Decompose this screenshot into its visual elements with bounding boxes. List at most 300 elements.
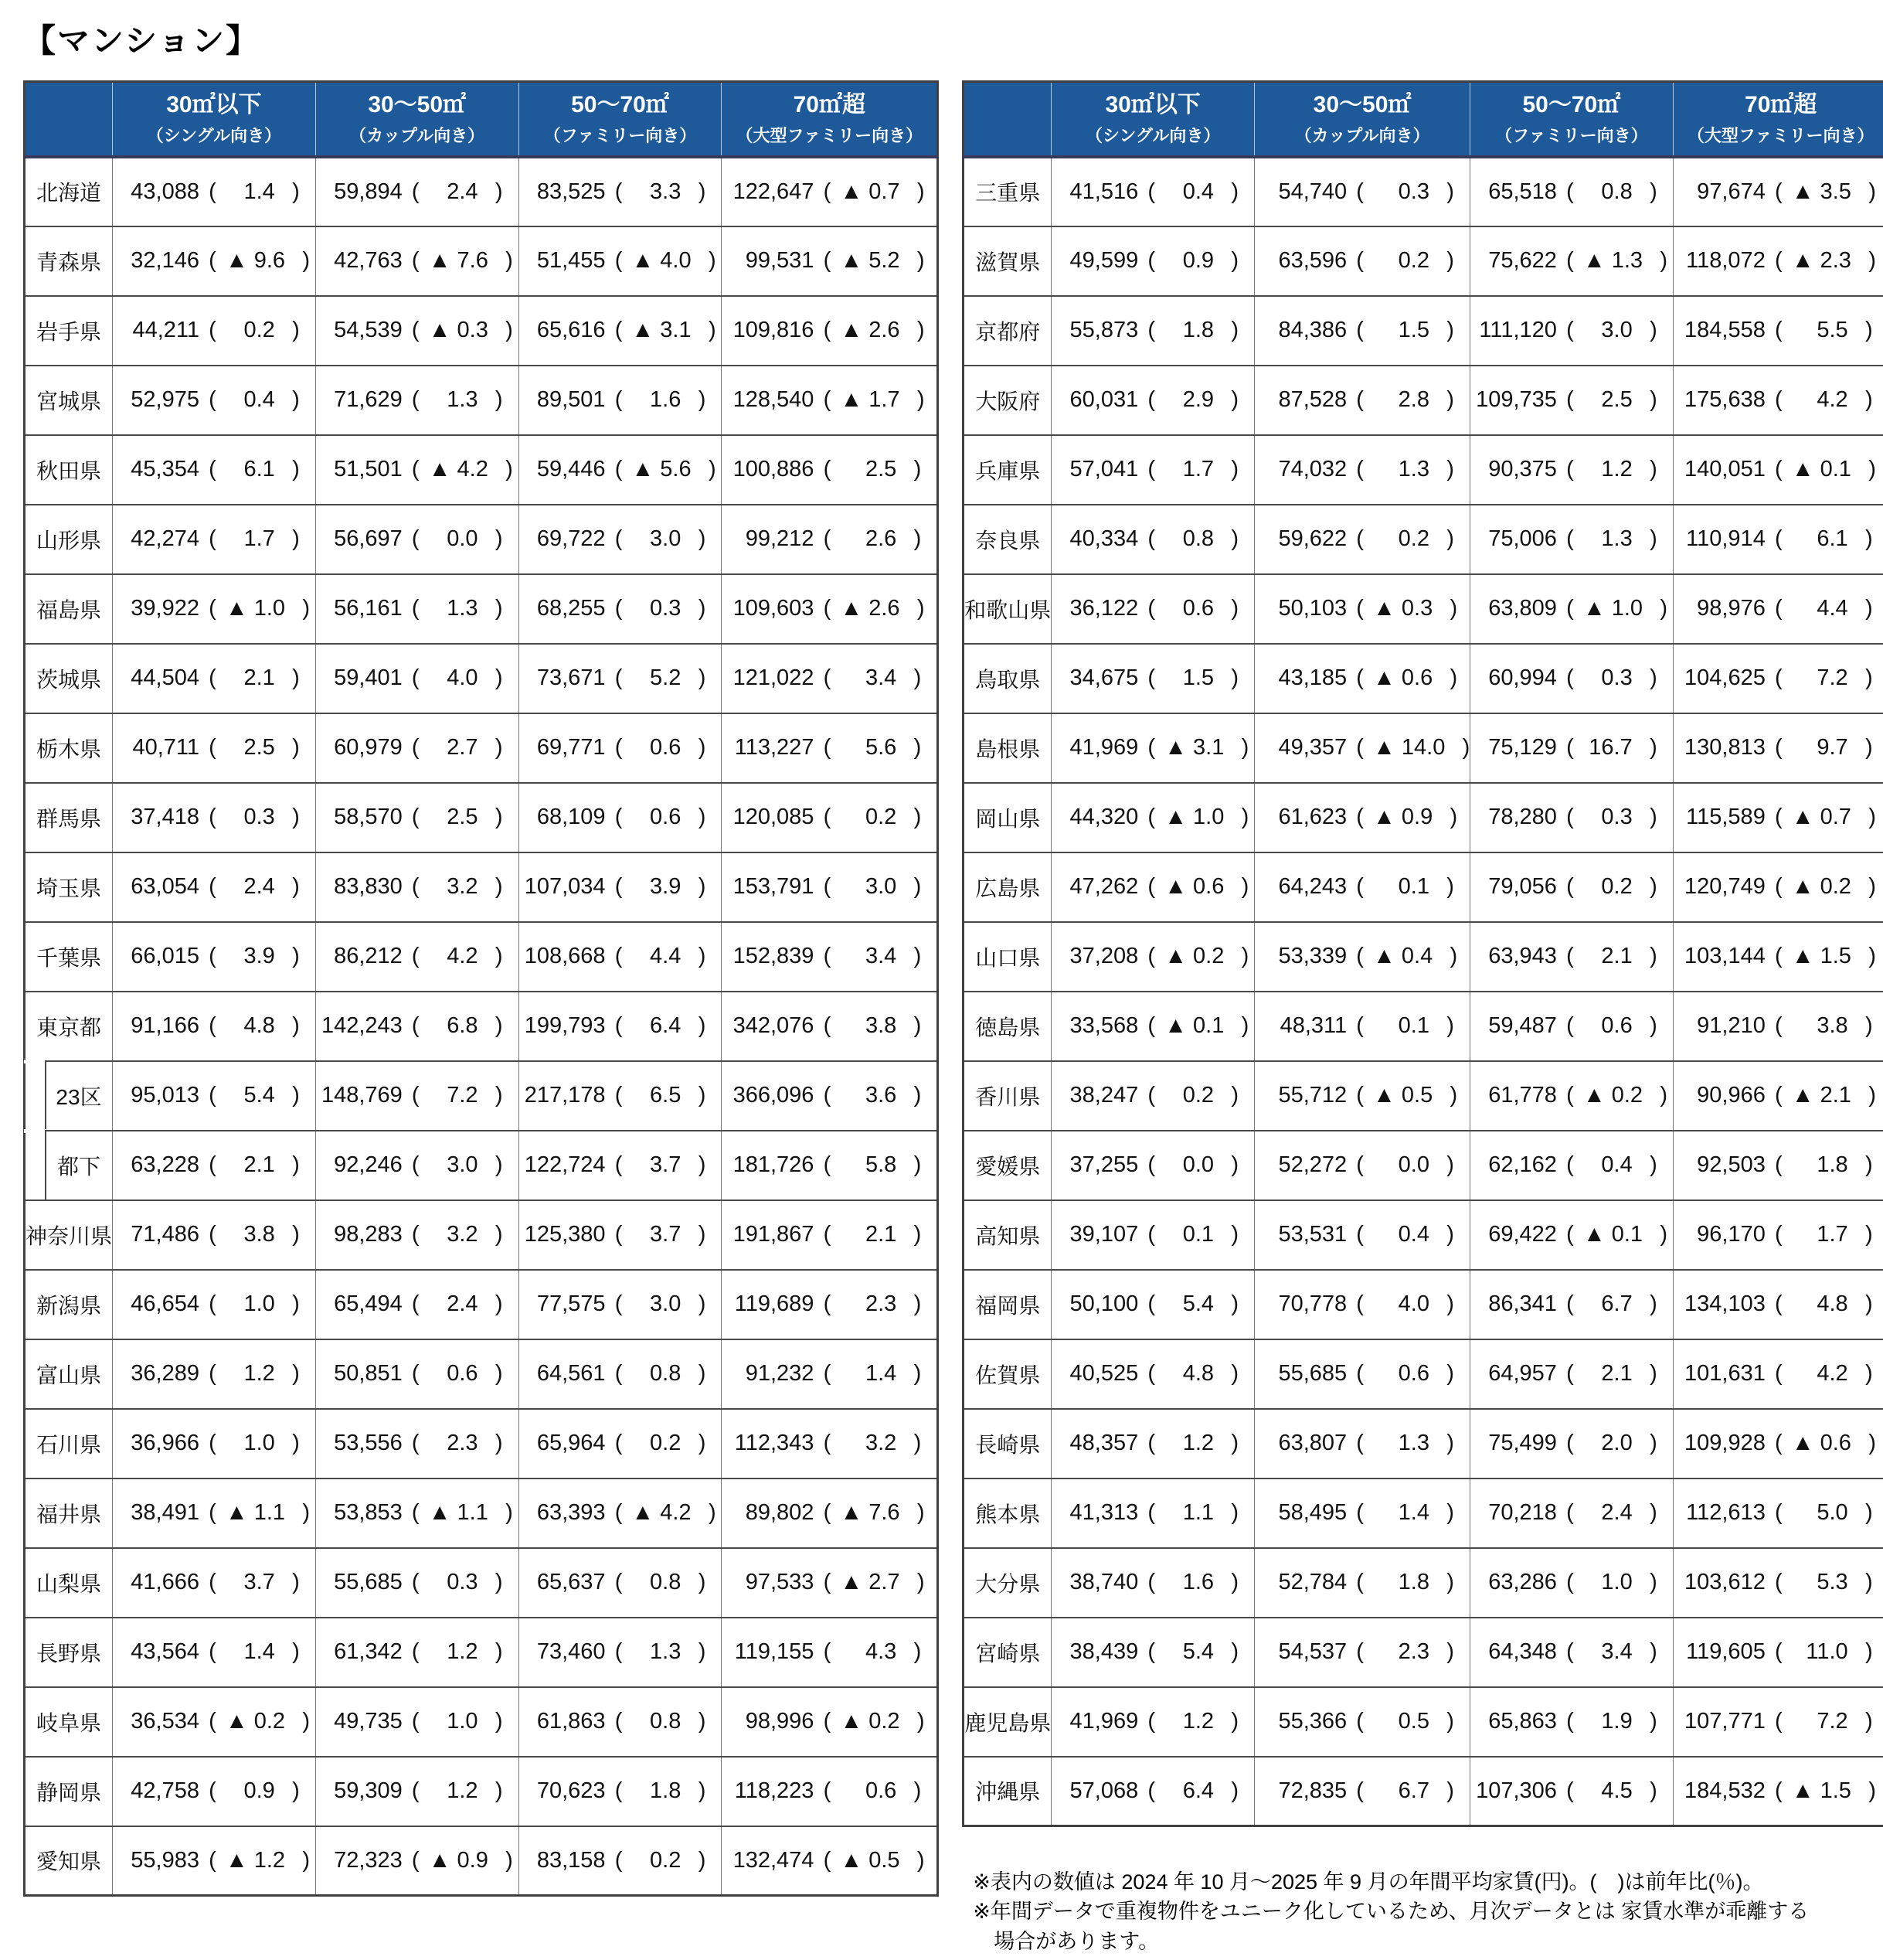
- close-paren: ): [1864, 1709, 1873, 1734]
- yoy-change: 5.2: [650, 665, 681, 690]
- rent-cell: [722, 1270, 938, 1339]
- close-paren: ): [292, 179, 300, 204]
- rent-value: 59,446: [536, 457, 606, 481]
- rent-cell: [722, 574, 938, 644]
- rent-cell-content: [519, 1222, 722, 1247]
- rent-value: 72,323: [334, 1847, 403, 1873]
- rent-value: 74,032: [1278, 457, 1348, 481]
- close-paren: ): [698, 735, 706, 760]
- close-paren: ): [1868, 944, 1876, 968]
- rent-value: 63,286: [1488, 1570, 1557, 1594]
- size-column-header: [722, 82, 938, 157]
- rent-value: 108,668: [524, 944, 606, 968]
- prefecture-label: 石川県: [36, 1432, 102, 1457]
- yoy-change: 0.3: [650, 596, 681, 621]
- open-paren: (: [823, 526, 831, 551]
- yoy-change: 0.4: [1182, 179, 1215, 204]
- open-paren: (: [1147, 596, 1156, 621]
- rent-value: 38,740: [1069, 1570, 1139, 1594]
- yoy-change: 3.7: [243, 1570, 275, 1594]
- rent-cell: [315, 574, 518, 644]
- rent-cell: [113, 366, 316, 435]
- open-paren: (: [614, 735, 623, 760]
- yoy-change: ▲ 0.4: [1373, 944, 1433, 968]
- rent-cell-content: [113, 735, 315, 761]
- close-paren: ): [1868, 1431, 1876, 1455]
- open-paren: (: [1356, 805, 1364, 829]
- rent-value: 43,088: [131, 179, 199, 204]
- rent-cell-content: [519, 1083, 722, 1108]
- rent-cell: [1470, 505, 1673, 574]
- rent-value: 48,311: [1280, 1013, 1348, 1038]
- rent-cell-content: [519, 179, 722, 205]
- table-row: [964, 783, 1883, 852]
- yoy-change: ▲ 0.3: [1373, 596, 1433, 621]
- rent-cell: [722, 644, 938, 713]
- rent-value: 55,873: [1069, 318, 1139, 342]
- rent-cell-content: [722, 1083, 936, 1108]
- open-paren: (: [411, 1291, 420, 1316]
- rent-value: 110,914: [1686, 526, 1766, 551]
- open-paren: (: [614, 1361, 623, 1386]
- rent-cell: [113, 1479, 316, 1548]
- rent-cell-content: [1052, 1222, 1254, 1247]
- close-paren: ): [495, 1361, 503, 1386]
- open-paren: (: [411, 526, 420, 551]
- rent-cell: [113, 1270, 316, 1339]
- rent-value: 63,807: [1278, 1431, 1348, 1455]
- prefecture-label: 秋田県: [36, 458, 102, 483]
- rent-value: 34,675: [1069, 665, 1139, 690]
- close-paren: ): [1450, 596, 1458, 621]
- open-paren: (: [1356, 1152, 1364, 1177]
- rent-cell-content: [1255, 1709, 1470, 1734]
- audience-label: （大型ファミリー向き）: [1687, 125, 1875, 145]
- prefecture-name: [964, 1339, 1052, 1409]
- close-paren: ): [913, 1222, 922, 1247]
- open-paren: (: [1356, 1709, 1364, 1734]
- rent-value: 91,232: [745, 1361, 814, 1386]
- rent-cell-content: [1255, 735, 1470, 761]
- open-paren: (: [209, 1639, 216, 1664]
- close-paren: ): [1231, 1361, 1239, 1386]
- rent-cell-content: [1674, 735, 1883, 761]
- open-paren: (: [1566, 805, 1574, 829]
- close-paren: ): [1231, 1291, 1239, 1316]
- open-paren: (: [1566, 1500, 1574, 1525]
- rent-cell-content: [113, 526, 315, 552]
- rent-value: 55,983: [131, 1847, 199, 1873]
- open-paren: (: [823, 1013, 831, 1038]
- yoy-change: ▲ 0.7: [840, 179, 900, 204]
- rent-cell-content: [316, 387, 518, 413]
- open-paren: (: [1774, 1291, 1783, 1316]
- close-paren: ): [916, 596, 925, 621]
- rent-cell: [722, 1687, 938, 1757]
- table-row: [25, 1618, 938, 1687]
- open-paren: (: [209, 318, 216, 342]
- yoy-change: 0.3: [1601, 805, 1633, 829]
- rent-cell: [1673, 226, 1883, 296]
- open-paren: (: [1356, 457, 1364, 481]
- yoy-change: ▲ 2.3: [1791, 248, 1851, 273]
- rent-cell: [113, 852, 316, 922]
- rent-value: 52,272: [1278, 1152, 1348, 1177]
- close-paren: ): [1864, 1291, 1873, 1316]
- close-paren: ): [698, 1222, 706, 1247]
- table-row: [25, 435, 938, 505]
- yoy-change: ▲ 3.1: [1164, 735, 1225, 760]
- rent-cell-content: [1255, 526, 1470, 552]
- open-paren: (: [209, 1778, 216, 1803]
- yoy-change: ▲ 0.1: [1164, 1013, 1225, 1038]
- yoy-change: 1.4: [243, 179, 275, 204]
- rent-cell-content: [519, 944, 722, 969]
- rent-cell: [1255, 713, 1470, 783]
- close-paren: ): [1241, 805, 1249, 829]
- prefecture-name: [964, 1409, 1052, 1479]
- open-paren: (: [1774, 1222, 1783, 1247]
- open-paren: (: [1774, 387, 1783, 412]
- prefecture-label: 岩手県: [36, 319, 102, 344]
- rent-cell: [1255, 157, 1470, 226]
- rent-cell: [113, 505, 316, 574]
- rent-cell: [518, 1479, 722, 1548]
- rent-value: 122,647: [732, 179, 814, 204]
- open-paren: (: [1356, 179, 1364, 204]
- rent-cell-content: [1052, 179, 1254, 205]
- rent-cell: [518, 157, 722, 226]
- open-paren: (: [1774, 596, 1783, 621]
- open-paren: (: [1566, 944, 1574, 968]
- close-paren: ): [1231, 179, 1239, 204]
- rent-cell-content: [1674, 1361, 1883, 1387]
- rent-value: 43,185: [1278, 665, 1348, 690]
- rent-value: 118,072: [1686, 248, 1766, 273]
- rent-cell-content: [1470, 1778, 1673, 1804]
- prefecture-name: [964, 505, 1052, 574]
- open-paren: (: [1147, 1639, 1156, 1664]
- audience-label: （大型ファミリー向き）: [736, 125, 923, 145]
- close-paren: ): [505, 1847, 513, 1873]
- close-paren: ): [292, 1570, 300, 1594]
- rent-cell-content: [519, 596, 722, 621]
- yoy-change: 1.8: [1817, 1152, 1848, 1177]
- rent-cell: [1673, 1339, 1883, 1409]
- close-paren: ): [1864, 1152, 1873, 1177]
- rent-cell: [722, 1479, 938, 1548]
- rent-value: 72,835: [1278, 1778, 1348, 1803]
- close-paren: ): [913, 1639, 922, 1664]
- rent-value: 119,155: [734, 1639, 814, 1664]
- rent-cell-content: [1052, 248, 1254, 274]
- rent-cell: [1673, 1757, 1883, 1826]
- rent-cell: [722, 852, 938, 922]
- corner-cell: [25, 82, 113, 157]
- rent-cell-content: [1470, 596, 1673, 621]
- rent-value: 83,158: [536, 1847, 606, 1873]
- rent-value: 113,227: [734, 735, 814, 760]
- yoy-change: 3.8: [865, 1013, 897, 1038]
- rent-value: 63,393: [536, 1500, 606, 1525]
- open-paren: (: [1774, 1013, 1783, 1038]
- rent-cell: [1052, 1757, 1255, 1826]
- open-paren: (: [1356, 1083, 1364, 1108]
- yoy-change: ▲ 4.2: [428, 457, 488, 481]
- rent-cell-content: [316, 665, 518, 691]
- rent-cell: [1052, 1061, 1255, 1131]
- yoy-change: 5.4: [1182, 1291, 1215, 1316]
- close-paren: ): [1864, 1013, 1873, 1038]
- open-paren: (: [209, 665, 216, 690]
- yoy-change: 1.0: [447, 1709, 478, 1734]
- close-paren: ): [916, 248, 925, 273]
- rent-cell-content: [316, 1083, 518, 1108]
- yoy-change: ▲ 14.0: [1373, 735, 1446, 760]
- close-paren: ): [916, 1570, 925, 1594]
- rent-value: 54,539: [334, 318, 403, 342]
- open-paren: (: [411, 1847, 420, 1873]
- rent-cell-content: [519, 1013, 722, 1039]
- rent-cell-content: [113, 596, 315, 621]
- prefecture-name: [964, 783, 1052, 852]
- rent-cell-content: [519, 874, 722, 900]
- rent-cell: [1673, 1618, 1883, 1687]
- rent-cell-content: [113, 1291, 315, 1317]
- yoy-change: 0.2: [1398, 248, 1429, 273]
- rent-value: 98,996: [745, 1709, 814, 1734]
- rent-cell: [1470, 1409, 1673, 1479]
- open-paren: (: [1774, 735, 1783, 760]
- rent-value: 90,375: [1488, 457, 1557, 481]
- table-row: [964, 1687, 1883, 1757]
- open-paren: (: [1566, 1361, 1574, 1386]
- rent-cell: [722, 783, 938, 852]
- close-paren: ): [1864, 1222, 1873, 1247]
- close-paren: ): [1650, 665, 1657, 690]
- rent-cell-content: [722, 318, 936, 343]
- yoy-change: 0.6: [650, 805, 681, 829]
- open-paren: (: [1566, 1222, 1574, 1247]
- open-paren: (: [1566, 318, 1574, 342]
- yoy-change: ▲ 2.6: [840, 318, 900, 342]
- close-paren: ): [1650, 1013, 1657, 1038]
- rent-cell: [113, 1061, 316, 1131]
- rent-cell-content: [316, 1013, 518, 1039]
- prefecture-name: [964, 1479, 1052, 1548]
- rent-value: 44,320: [1069, 805, 1139, 829]
- rent-table-west-japan: [962, 80, 1883, 1827]
- yoy-change: 1.7: [243, 526, 275, 551]
- rent-cell-content: [113, 1778, 315, 1804]
- close-paren: ): [1446, 179, 1454, 204]
- prefecture-label: 福島県: [36, 597, 102, 622]
- rent-cell-content: [722, 1848, 936, 1873]
- open-paren: (: [614, 457, 623, 481]
- rent-value: 118,223: [734, 1778, 814, 1803]
- prefecture-label: 岡山県: [975, 806, 1041, 831]
- yoy-change: 3.9: [650, 874, 681, 899]
- prefecture-name: [964, 435, 1052, 505]
- open-paren: (: [1774, 318, 1783, 342]
- rent-cell: [1470, 296, 1673, 366]
- rent-value: 39,922: [131, 596, 199, 621]
- table-row: [25, 1061, 938, 1131]
- rent-value: 71,629: [334, 387, 403, 412]
- rent-cell: [315, 1200, 518, 1270]
- close-paren: ): [698, 387, 706, 412]
- yoy-change: 0.3: [1398, 179, 1429, 204]
- close-paren: ): [495, 1570, 503, 1594]
- close-paren: ): [1650, 1291, 1657, 1316]
- rent-value: 75,622: [1488, 248, 1557, 273]
- open-paren: (: [823, 1222, 831, 1247]
- size-label: 50～70㎡: [571, 91, 669, 117]
- prefecture-label: 兵庫県: [975, 458, 1041, 483]
- close-paren: ): [1446, 248, 1454, 273]
- close-paren: ): [292, 457, 300, 481]
- yoy-change: 2.1: [1601, 1361, 1633, 1386]
- close-paren: ): [505, 318, 513, 342]
- open-paren: (: [1774, 1083, 1783, 1108]
- yoy-change: 4.4: [650, 944, 681, 968]
- yoy-change: 0.4: [1398, 1222, 1429, 1247]
- rent-cell-content: [519, 318, 722, 343]
- yoy-change: 1.4: [1398, 1500, 1429, 1525]
- rent-cell: [1255, 1618, 1470, 1687]
- rent-cell-content: [519, 665, 722, 691]
- rent-cell-content: [722, 1778, 936, 1804]
- close-paren: ): [698, 805, 706, 829]
- rent-cell: [113, 296, 316, 366]
- rent-cell: [1673, 1548, 1883, 1618]
- header-row: [25, 82, 938, 157]
- rent-cell: [1470, 1548, 1673, 1618]
- rent-cell-content: [316, 735, 518, 761]
- close-paren: ): [1446, 1361, 1454, 1386]
- rent-value: 53,339: [1278, 944, 1348, 968]
- indent-border: [45, 1130, 46, 1201]
- rent-value: 52,975: [131, 387, 199, 412]
- rent-cell-content: [1470, 1709, 1673, 1734]
- rent-cell-content: [316, 1291, 518, 1317]
- rent-value: 92,503: [1697, 1152, 1766, 1177]
- open-paren: (: [1147, 318, 1156, 342]
- rent-cell: [722, 1757, 938, 1826]
- rent-cell-content: [1255, 248, 1470, 274]
- rent-cell-content: [519, 1152, 722, 1178]
- rent-cell: [1470, 157, 1673, 226]
- table-row: [25, 783, 938, 852]
- rent-cell: [1052, 366, 1255, 435]
- rent-cell-content: [1674, 1570, 1883, 1595]
- yoy-change: 3.8: [1817, 1013, 1848, 1038]
- rent-cell-content: [113, 665, 315, 691]
- rent-value: 83,830: [334, 874, 403, 899]
- open-paren: (: [209, 1083, 216, 1108]
- close-paren: ): [1231, 1639, 1239, 1664]
- table-row: [25, 505, 938, 574]
- prefecture-label: 群馬県: [36, 806, 102, 831]
- page-title: 【マンション】: [23, 22, 260, 59]
- rent-cell: [113, 1409, 316, 1479]
- close-paren: ): [698, 526, 706, 551]
- open-paren: (: [1356, 596, 1364, 621]
- open-paren: (: [1356, 1639, 1364, 1664]
- close-paren: ): [916, 1847, 925, 1873]
- yoy-change: 2.9: [1182, 387, 1215, 412]
- yoy-change: 2.4: [447, 179, 478, 204]
- rent-cell-content: [519, 387, 722, 413]
- rent-value: 59,622: [1278, 526, 1348, 551]
- rent-cell-content: [316, 1639, 518, 1665]
- close-paren: ): [1650, 1500, 1657, 1525]
- rent-cell: [722, 435, 938, 505]
- yoy-change: 5.4: [243, 1083, 275, 1108]
- close-paren: ): [1231, 1152, 1239, 1177]
- yoy-change: 7.2: [1817, 1709, 1848, 1734]
- rent-value: 91,166: [131, 1013, 199, 1038]
- table-row: [964, 1270, 1883, 1339]
- open-paren: (: [1356, 944, 1364, 968]
- rent-cell: [1673, 435, 1883, 505]
- close-paren: ): [495, 179, 503, 204]
- yoy-change: 0.8: [1601, 179, 1633, 204]
- yoy-change: 2.5: [865, 457, 897, 481]
- rent-cell: [1052, 644, 1255, 713]
- open-paren: (: [1147, 1291, 1156, 1316]
- yoy-change: 0.2: [243, 318, 275, 342]
- yoy-change: 4.8: [1182, 1361, 1215, 1386]
- prefecture-name: [25, 1548, 113, 1618]
- rent-cell: [1673, 783, 1883, 852]
- rent-cell-content: [1255, 596, 1470, 621]
- open-paren: (: [614, 1013, 623, 1038]
- rent-cell-content: [1470, 387, 1673, 413]
- rent-cell-content: [316, 1222, 518, 1247]
- rent-cell: [1255, 366, 1470, 435]
- close-paren: ): [1241, 1013, 1249, 1038]
- rent-cell: [722, 1061, 938, 1131]
- rent-value: 47,262: [1069, 874, 1139, 899]
- rent-cell-content: [113, 318, 315, 343]
- rent-cell: [1470, 922, 1673, 992]
- rent-cell-content: [1674, 944, 1883, 969]
- rent-cell-content: [519, 1848, 722, 1873]
- yoy-change: 4.5: [1601, 1778, 1633, 1803]
- rent-cell-content: [722, 1431, 936, 1456]
- close-paren: ): [1868, 457, 1876, 481]
- rent-cell-content: [1470, 179, 1673, 205]
- open-paren: (: [823, 1431, 831, 1455]
- close-paren: ): [1241, 874, 1249, 899]
- rent-cell: [113, 1131, 316, 1200]
- prefecture-label: 三重県: [975, 181, 1041, 205]
- rent-value: 119,689: [734, 1291, 814, 1316]
- rent-value: 107,306: [1476, 1778, 1557, 1803]
- rent-cell-content: [316, 457, 518, 482]
- rent-cell-content: [1674, 874, 1883, 900]
- rent-value: 65,518: [1488, 179, 1557, 204]
- close-paren: ): [495, 1013, 503, 1038]
- rent-cell: [1052, 157, 1255, 226]
- rent-value: 134,103: [1684, 1291, 1766, 1316]
- rent-value: 50,100: [1069, 1291, 1139, 1316]
- rent-cell-content: [519, 1361, 722, 1387]
- rent-value: 53,853: [334, 1500, 403, 1525]
- rent-cell: [113, 226, 316, 296]
- rent-cell-content: [113, 1361, 315, 1387]
